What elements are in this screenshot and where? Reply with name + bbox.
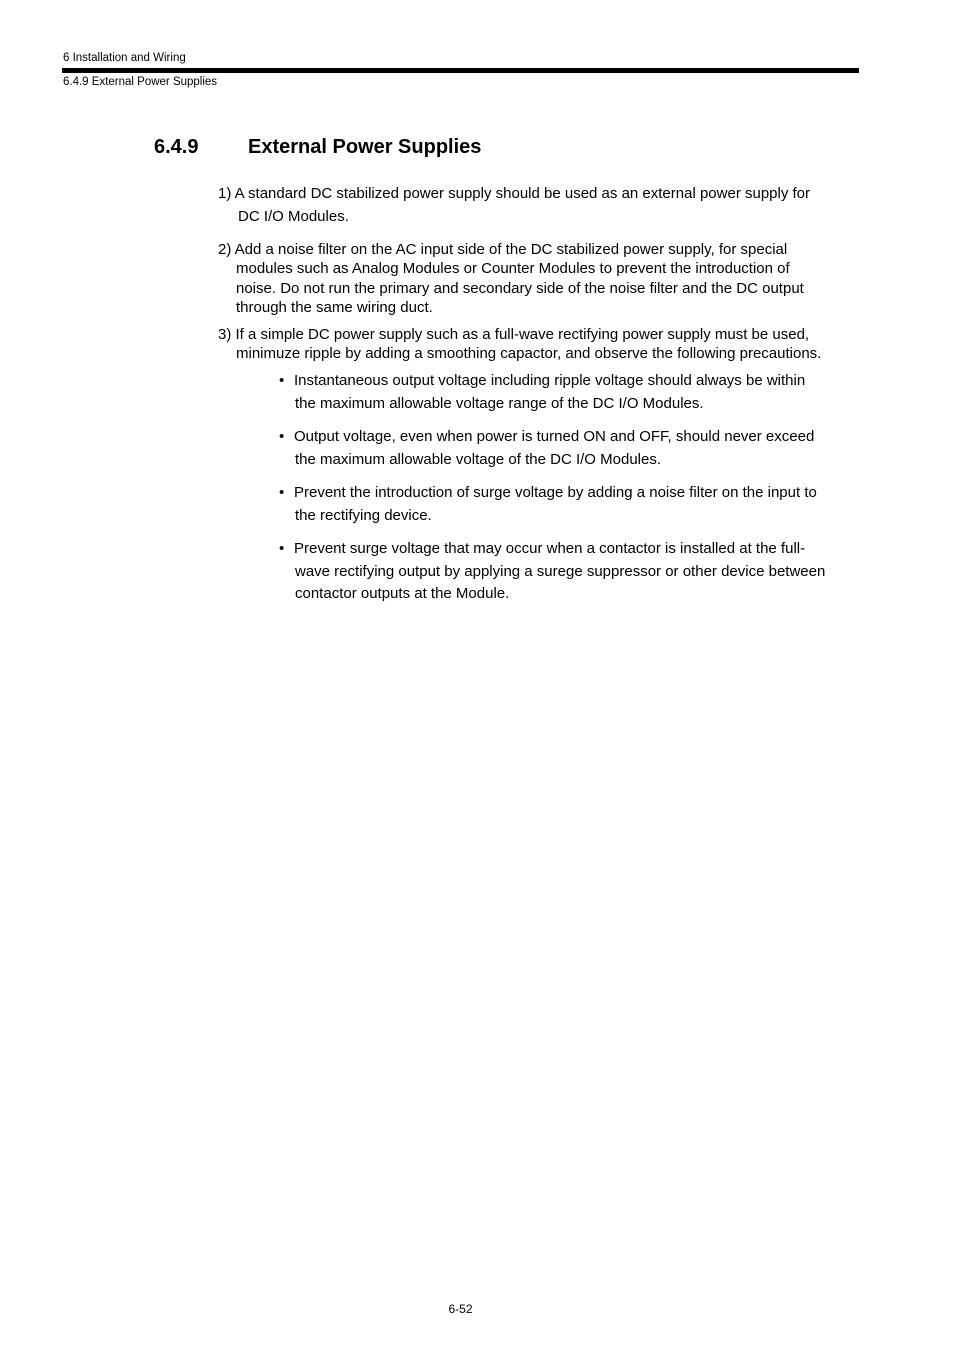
running-header-chapter: 6 Installation and Wiring	[63, 52, 186, 64]
item-line: 1) A standard DC stabilized power supply should be used as an external power supply for	[218, 185, 811, 202]
item-line: through the same wiring duct.	[236, 299, 433, 317]
bullet-mark: •	[279, 428, 285, 445]
section-title: External Power Supplies	[248, 136, 482, 158]
bullet-line: contactor outputs at the Module.	[295, 585, 510, 602]
bullet-line: Prevent surge voltage that may occur when a contactor is installed at the full-	[294, 540, 806, 557]
item-line: DC I/O Modules.	[238, 208, 349, 226]
running-header-section: 6.4.9 External Power Supplies	[63, 76, 218, 88]
numbered-item-3	[218, 325, 858, 364]
numbered-item-2	[218, 240, 858, 318]
item-line: noise. Do not run the primary and secondary side of the noise filter and the DC output	[236, 279, 804, 297]
bullet-item-4	[279, 538, 859, 606]
header-rule	[62, 68, 859, 73]
bullet-mark: •	[279, 484, 285, 501]
item-line: minimuze ripple by adding a smoothing capactor, and observe the following precautions.	[236, 345, 822, 363]
bullet-item-3	[279, 482, 859, 527]
bullet-item-1	[279, 370, 859, 415]
bullet-line: Output voltage, even when power is turned ON and OFF, should never exceed	[294, 428, 815, 445]
numbered-item-1	[218, 184, 858, 227]
bullet-mark: •	[279, 540, 285, 557]
item-line: modules such as Analog Modules or Counter Modules to prevent the introduction of	[236, 260, 790, 278]
item-line: 2) Add a noise filter on the AC input side of the DC stabilized power supply, for special	[218, 241, 788, 258]
bullet-line: the maximum allowable voltage of the DC I/O Modules.	[295, 450, 661, 468]
bullet-line: the maximum allowable voltage range of the DC I/O Modules.	[295, 394, 704, 412]
bullet-line: Instantaneous output voltage including ripple voltage should always be within	[294, 372, 806, 389]
bullet-mark: •	[279, 372, 285, 389]
bullet-item-2	[279, 426, 859, 471]
item-line: 3) If a simple DC power supply such as a full-wave rectifying power supply must be used,	[218, 326, 810, 343]
bullet-line: the rectifying device.	[295, 506, 432, 524]
bullet-line: Prevent the introduction of surge voltage by adding a noise filter on the input to	[294, 484, 817, 501]
section-heading	[154, 135, 481, 159]
section-number: 6.4.9	[154, 136, 199, 158]
bullet-line: wave rectifying output by applying a surege suppressor or other device between	[295, 562, 826, 580]
page-number: 6-52	[448, 1302, 473, 1316]
